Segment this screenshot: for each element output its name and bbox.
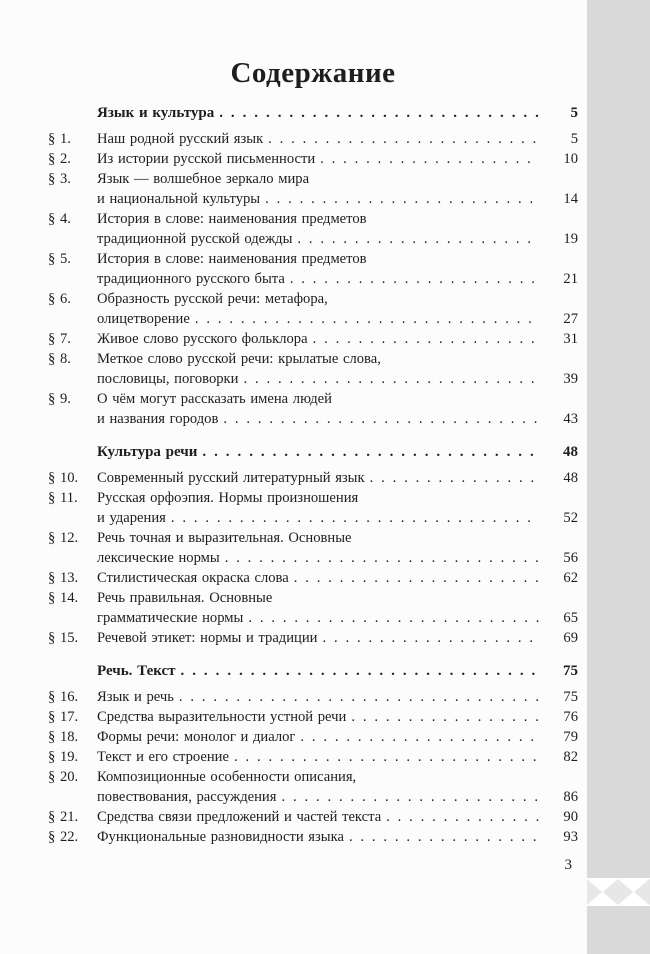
page-ref: 5 [570, 131, 578, 147]
page-ref: 93 [563, 829, 578, 845]
toc-entry-line [48, 189, 578, 209]
dot-leader [294, 568, 539, 588]
page-ref: 5 [570, 105, 578, 121]
dot-leader [219, 103, 539, 123]
toc-entry-line [48, 389, 578, 409]
dot-leader [320, 149, 539, 169]
dot-leader [223, 409, 539, 429]
toc-entry-line [48, 767, 578, 787]
entry-number: § 18. [48, 729, 79, 745]
entry-title: Речевой этикет: нормы и традиции [97, 630, 318, 646]
entry-title: Живое слово русского фольклора [97, 331, 308, 347]
entry-number: § 8. [48, 351, 71, 367]
dot-leader [265, 189, 539, 209]
toc-entry-line [48, 369, 578, 389]
page-ref: 48 [563, 444, 578, 460]
entry-number: § 13. [48, 570, 79, 586]
dot-leader [313, 329, 539, 349]
toc-entry-line [48, 129, 578, 149]
page-ref: 14 [563, 191, 578, 207]
page-ref: 43 [563, 411, 578, 427]
toc-entry-line [48, 309, 578, 329]
page-ref: 19 [563, 231, 578, 247]
page-ref: 31 [563, 331, 578, 347]
page-ref: 56 [563, 550, 578, 566]
entry-title: Язык и речь [97, 689, 174, 705]
page-ref: 48 [563, 470, 578, 486]
page-ref: 39 [563, 371, 578, 387]
page-ref: 82 [563, 749, 578, 765]
entry-number: § 19. [48, 749, 79, 765]
contents-column [48, 0, 578, 875]
entry-number: § 12. [48, 530, 79, 546]
dot-leader [181, 661, 539, 681]
entry-title: пословицы, поговорки [97, 371, 239, 387]
section-title: Речь. Текст [97, 663, 176, 679]
toc-entry-line [48, 508, 578, 528]
entry-number: § 17. [48, 709, 79, 725]
entry-number: § 10. [48, 470, 79, 486]
page-ref: 52 [563, 510, 578, 526]
dot-leader [234, 747, 539, 767]
entry-title: Язык — волшебное зеркало мира [97, 171, 310, 187]
toc-entry-line [48, 488, 578, 508]
dot-leader [281, 787, 539, 807]
entry-title: Речь точная и выразительная. Основные [97, 530, 352, 546]
page-ref: 75 [563, 689, 578, 705]
entry-title: Русская орфоэпия. Нормы произношения [97, 490, 359, 506]
page-ref: 69 [563, 630, 578, 646]
dot-leader [171, 508, 539, 528]
toc-entry-line [48, 588, 578, 608]
page-ref: 65 [563, 610, 578, 626]
entry-title: Речь правильная. Основные [97, 590, 273, 606]
entry-title: Функциональные разновидности языка [97, 829, 344, 845]
entry-title: Композиционные особенности описания, [97, 769, 357, 785]
dot-leader [268, 129, 539, 149]
toc-entry-line [48, 409, 578, 429]
toc-entry-line [48, 747, 578, 767]
page-ref: 90 [563, 809, 578, 825]
entry-title: лексические нормы [97, 550, 220, 566]
toc-entry-line [48, 229, 578, 249]
entry-title: Средства связи предложений и частей текста [97, 809, 382, 825]
page-ref: 86 [563, 789, 578, 805]
entry-title: История в слове: наименования предметов [97, 211, 367, 227]
toc-section-header [48, 103, 578, 123]
dot-leader [195, 309, 539, 329]
entry-title: грамматические нормы [97, 610, 244, 626]
toc-entry-line [48, 707, 578, 727]
entry-title: олицетворение [97, 311, 190, 327]
toc-entry-line [48, 468, 578, 488]
entry-title: традиционной русской одежды [97, 231, 293, 247]
entry-title: О чём могут рассказать имена людей [97, 391, 332, 407]
entry-title: и ударения [97, 510, 166, 526]
page-ref: 76 [563, 709, 578, 725]
toc-entry-line [48, 269, 578, 289]
toc-entry-line [48, 548, 578, 568]
entry-number: § 2. [48, 151, 71, 167]
entry-number: § 15. [48, 630, 79, 646]
entry-title: Современный русский литературный язык [97, 470, 365, 486]
dot-leader [248, 608, 539, 628]
entry-title: традиционного русского быта [97, 271, 285, 287]
toc-entry-line [48, 349, 578, 369]
dot-leader [300, 727, 539, 747]
page-ref: 10 [563, 151, 578, 167]
toc-entry-line [48, 169, 578, 189]
dot-leader [243, 369, 539, 389]
toc-entry-line [48, 528, 578, 548]
toc-entry-line [48, 289, 578, 309]
entry-number: § 22. [48, 829, 79, 845]
entry-number: § 20. [48, 769, 79, 785]
toc-entry-line [48, 628, 578, 648]
entry-title: История в слове: наименования предметов [97, 251, 367, 267]
page-ref: 79 [563, 729, 578, 745]
entry-number: § 11. [48, 490, 78, 506]
toc-entry-line [48, 727, 578, 747]
entry-number: § 14. [48, 590, 79, 606]
toc-section-header [48, 661, 578, 681]
section-title: Культура речи [97, 444, 198, 460]
page-ref: 75 [563, 663, 578, 679]
entry-title: и названия городов [97, 411, 219, 427]
page-ref: 62 [563, 570, 578, 586]
entry-number: § 1. [48, 131, 71, 147]
entry-title: Меткое слово русской речи: крылатые слова, [97, 351, 381, 367]
dot-leader [386, 807, 539, 827]
toc-entry-line [48, 249, 578, 269]
dot-leader [290, 269, 539, 289]
side-strip [587, 0, 650, 954]
entry-number: § 9. [48, 391, 71, 407]
diamond-ornament-band [587, 878, 650, 906]
entry-number: § 16. [48, 689, 79, 705]
entry-title: Образность русской речи: метафора, [97, 291, 328, 307]
dot-leader [370, 468, 539, 488]
page-ref: 27 [563, 311, 578, 327]
toc-entry-line [48, 568, 578, 588]
toc-entry-line [48, 329, 578, 349]
toc-entry-line [48, 209, 578, 229]
dot-leader [351, 707, 539, 727]
toc-entry-line [48, 827, 578, 847]
entry-number: § 7. [48, 331, 71, 347]
entry-number: § 21. [48, 809, 79, 825]
contents-title: Содержание [230, 57, 396, 89]
entry-title: Из истории русской письменности [97, 151, 316, 167]
entry-title: повествования, рассуждения [97, 789, 277, 805]
dot-leader [179, 687, 539, 707]
page-ref: 21 [563, 271, 578, 287]
dot-leader [202, 442, 539, 462]
section-title: Язык и культура [97, 105, 215, 121]
dot-leader [297, 229, 539, 249]
toc-entry-line [48, 807, 578, 827]
entry-title: Стилистическая окраска слова [97, 570, 289, 586]
toc-entry-line [48, 687, 578, 707]
entry-number: § 3. [48, 171, 71, 187]
entry-number: § 4. [48, 211, 71, 227]
toc [48, 103, 578, 847]
entry-number: § 6. [48, 291, 71, 307]
toc-entry-line [48, 608, 578, 628]
entry-number: § 5. [48, 251, 71, 267]
entry-title: Наш родной русский язык [97, 131, 264, 147]
dot-leader [349, 827, 539, 847]
entry-title: Средства выразительности устной речи [97, 709, 347, 725]
entry-title: Текст и его строение [97, 749, 229, 765]
toc-entry-line [48, 787, 578, 807]
entry-title: и национальной культуры [97, 191, 261, 207]
entry-title: Формы речи: монолог и диалог [97, 729, 296, 745]
dot-leader [322, 628, 539, 648]
toc-entry-line [48, 149, 578, 169]
toc-section-header [48, 442, 578, 462]
dot-leader [225, 548, 539, 568]
folio-page-number: 3 [564, 857, 572, 873]
